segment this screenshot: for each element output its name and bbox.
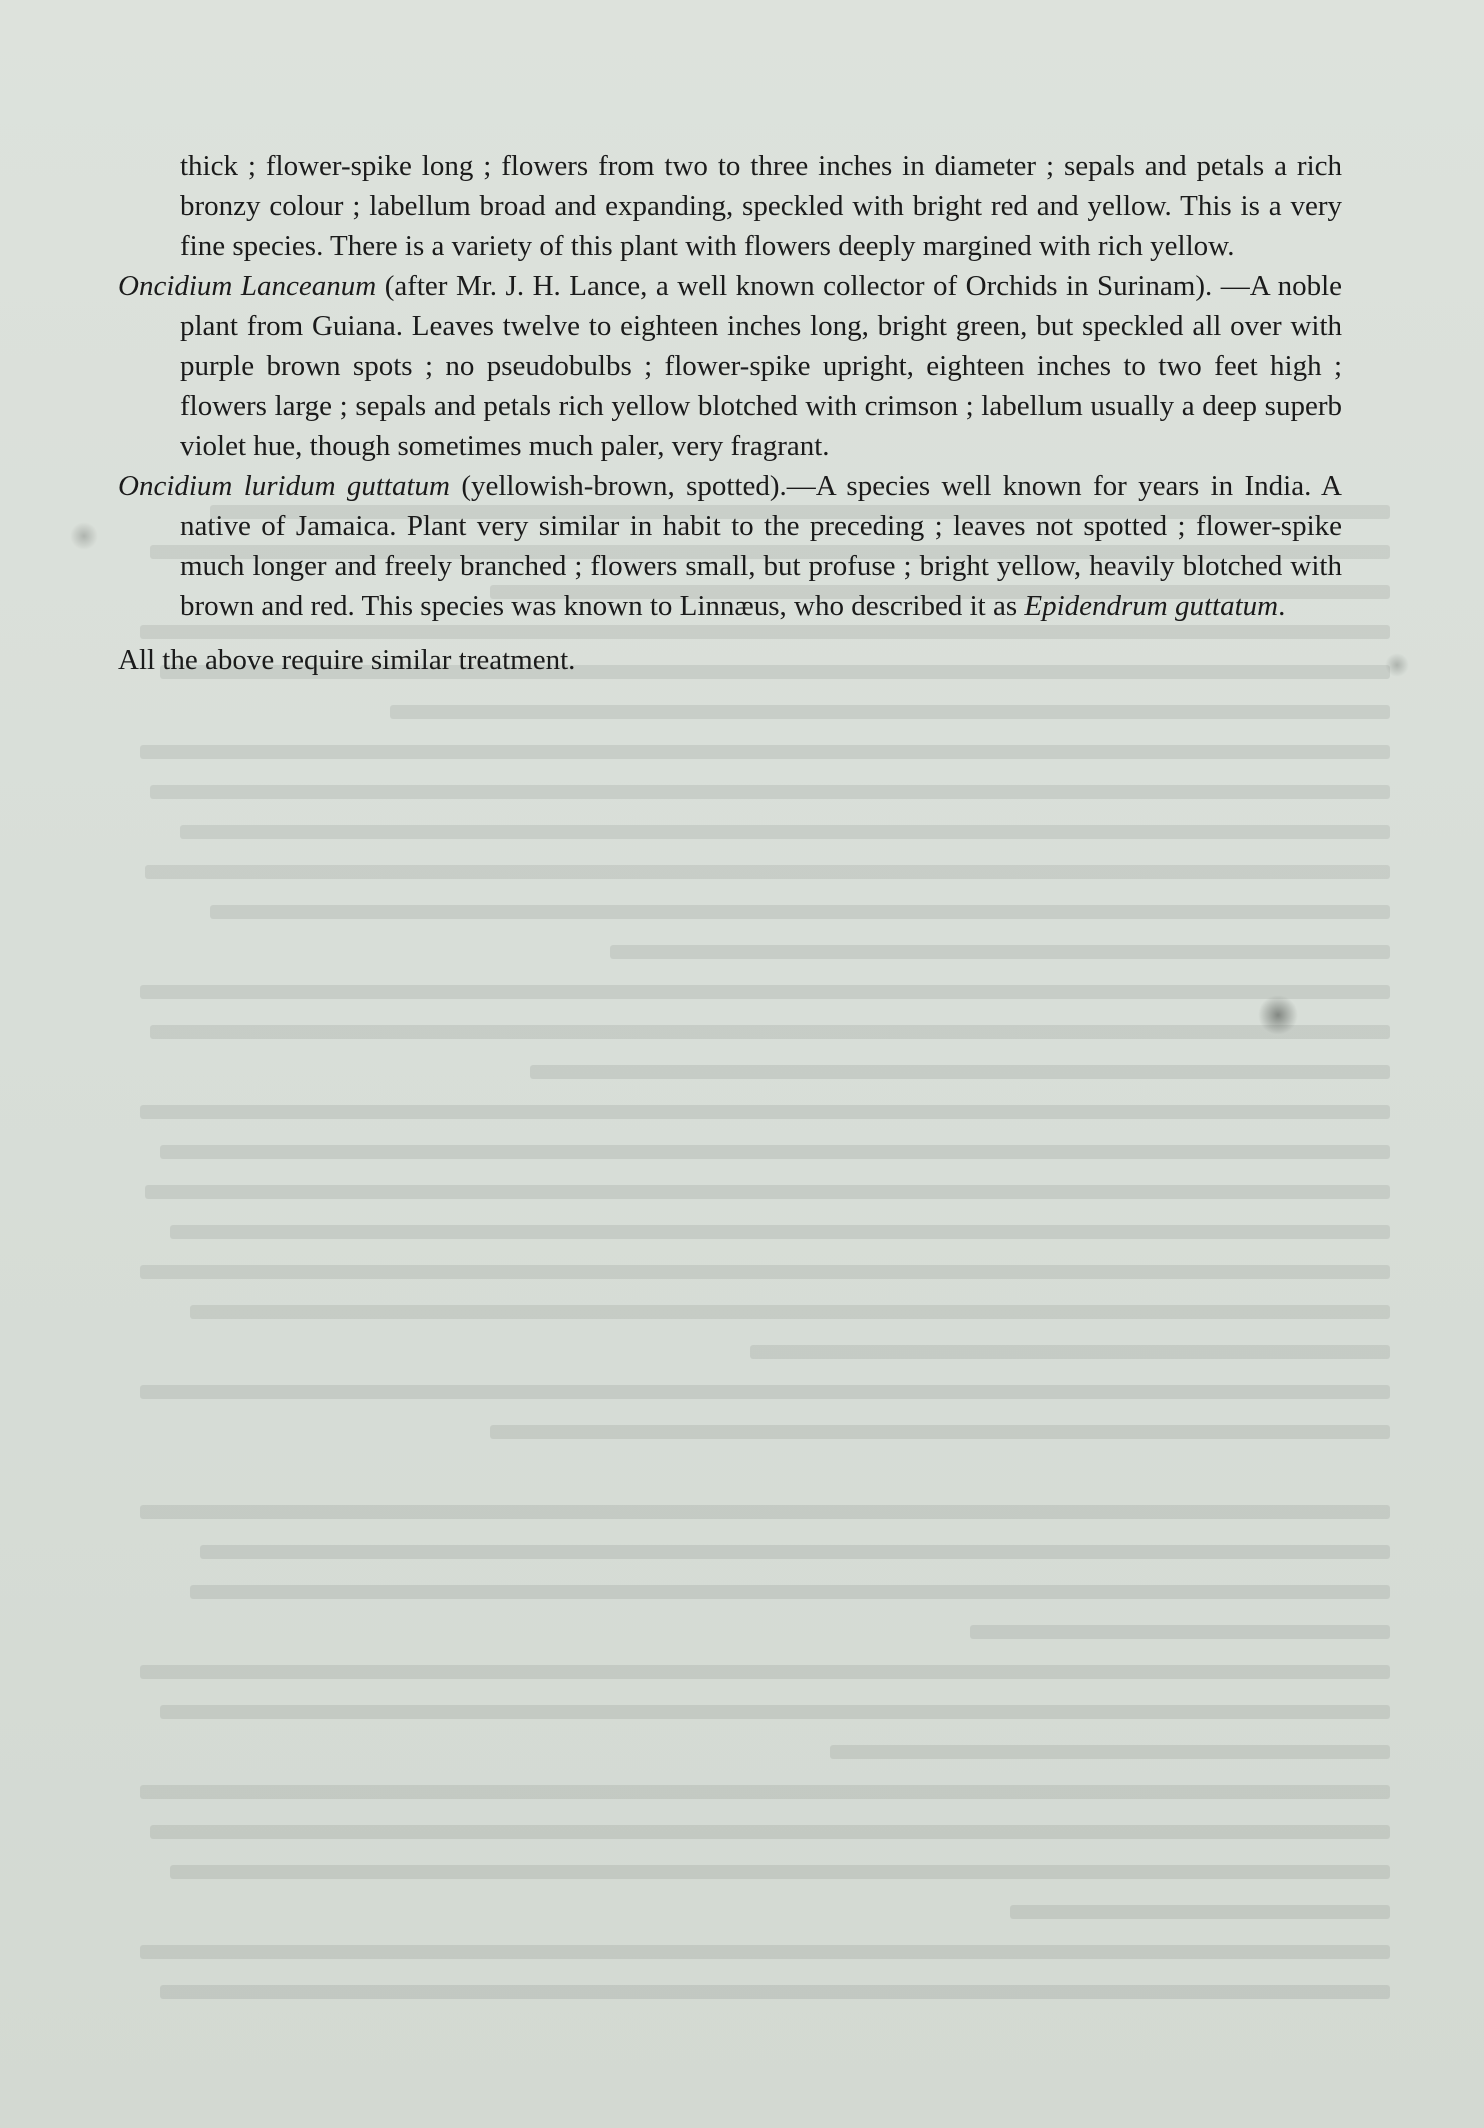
species-name: Oncidium luridum guttatum xyxy=(118,470,450,502)
species-description: (after Mr. J. H. Lance, a well known collector of Orchids in Surinam). —A noble plant from Guiana. Leaves twelve to eighteen inches long, bright green, but speckled all over with purple brown spots ; no pseudobulbs ; flower-spike upright, eighteen inches to two feet high ; flowers large ; sepals and petals rich yellow blotched with crimson ; labellum usually a deep superb violet hue, though sometimes much paler, very fragrant. xyxy=(180,270,1342,462)
species-description: (yellowish-brown, spotted).—A species well known for years in India. A native of Jamaica. Plant very similar in habit to the preceding ; leaves not spotted ; flower-spike much longer and freely branched ; flowers small, but profuse ; bright yellow, heavily blotched with brown and red. This species was known to Linnæus, who described it as xyxy=(180,470,1343,622)
sentence-end: . xyxy=(1278,590,1286,622)
ink-smudge xyxy=(1385,653,1409,677)
species-name: Oncidium Lanceanum xyxy=(118,270,377,302)
entry-oncidium-luridum-guttatum xyxy=(118,466,1342,626)
closing-line: All the above require similar treatment. xyxy=(118,644,576,676)
ink-smudge xyxy=(70,522,98,550)
entry-oncidium-lanceanum xyxy=(118,266,1342,466)
species-synonym: Epidendrum guttatum xyxy=(1024,590,1279,622)
body-text xyxy=(118,146,1342,680)
reverse-side-show-through xyxy=(60,490,1390,2090)
ink-smudge xyxy=(1258,995,1298,1035)
opening-paragraph: thick ; flower-spike long ; flowers from two to three inches in diameter ; sepals and petals a rich bronzy colour ; labellum broad and expanding, speckled with bright red and yellow. This is a very fine species. There is a variety of this plant with flowers deeply margined with rich yellow. xyxy=(180,150,1342,262)
